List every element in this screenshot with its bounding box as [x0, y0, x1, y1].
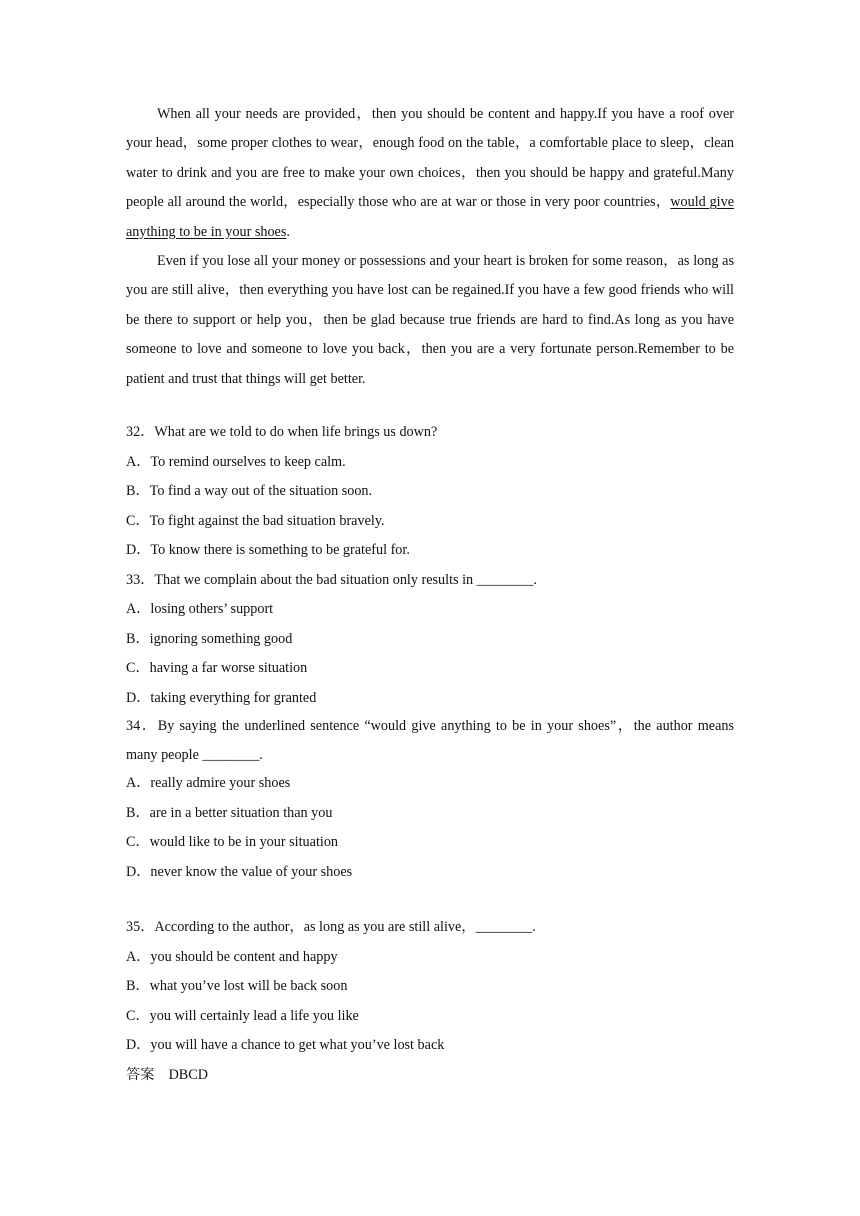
- answer-option: D．To know there is something to be grateful for.: [126, 542, 410, 558]
- passage-text: When all your needs are provided，then you should be content and happy.If you have a roof over your head，some proper clothes to wear，enough food on the table，a comfortable place to sleep，clean water to drink and you are free to make your own choices，then you should be happy and grateful.Many people all around the world，especially those who are at war or those in very poor countries，: [126, 106, 734, 211]
- answer-option: B．what you’ve lost will be back soon: [126, 978, 348, 994]
- passage-text: .: [286, 223, 290, 240]
- passage-paragraph-1: [126, 100, 734, 247]
- answer-option: A．really admire your shoes: [126, 775, 291, 791]
- answer-option: B．To find a way out of the situation soon.: [126, 483, 373, 499]
- answer-key: 答案 DBCD: [126, 1067, 208, 1083]
- answer-option: C．would like to be in your situation: [126, 834, 339, 850]
- answer-option: D．you will have a chance to get what you’ve lost back: [126, 1037, 445, 1053]
- answer-option: B．are in a better situation than you: [126, 805, 333, 821]
- passage-paragraph-2: Even if you lose all your money or possessions and your heart is broken for some reason，as long as you are still alive，then everything you have lost can be regained.If you have a few good friends who will be there to support or help you，then be glad because true friends are hard to find.As long as you have someone to love and someone to love you back，then you are a very fortunate person.Remember to be patient and trust that things will get better.: [126, 253, 734, 387]
- answer-option: A．you should be content and happy: [126, 949, 338, 965]
- question-stem: 32．What are we told to do when life brings us down?: [126, 424, 438, 440]
- answer-option: A．To remind ourselves to keep calm.: [126, 454, 346, 470]
- answer-option: A．losing others’ support: [126, 601, 274, 617]
- answer-option: D．never know the value of your shoes: [126, 864, 353, 880]
- answer-option: B．ignoring something good: [126, 631, 293, 647]
- question-stem: 33．That we complain about the bad situation only results in ________.: [126, 572, 537, 588]
- answer-option: C．To fight against the bad situation bravely.: [126, 513, 385, 529]
- question-stem: 35．According to the author，as long as you are still alive，________.: [126, 919, 536, 935]
- answer-option: C．you will certainly lead a life you like: [126, 1008, 359, 1024]
- question-stem: 34．By saying the underlined sentence “would give anything to be in your shoes”，the author means many people ________.: [126, 718, 734, 763]
- underlined-sentence: would give anything to be in your shoes: [126, 194, 734, 240]
- answer-option: C．having a far worse situation: [126, 660, 308, 676]
- answer-option: D．taking everything for granted: [126, 690, 317, 706]
